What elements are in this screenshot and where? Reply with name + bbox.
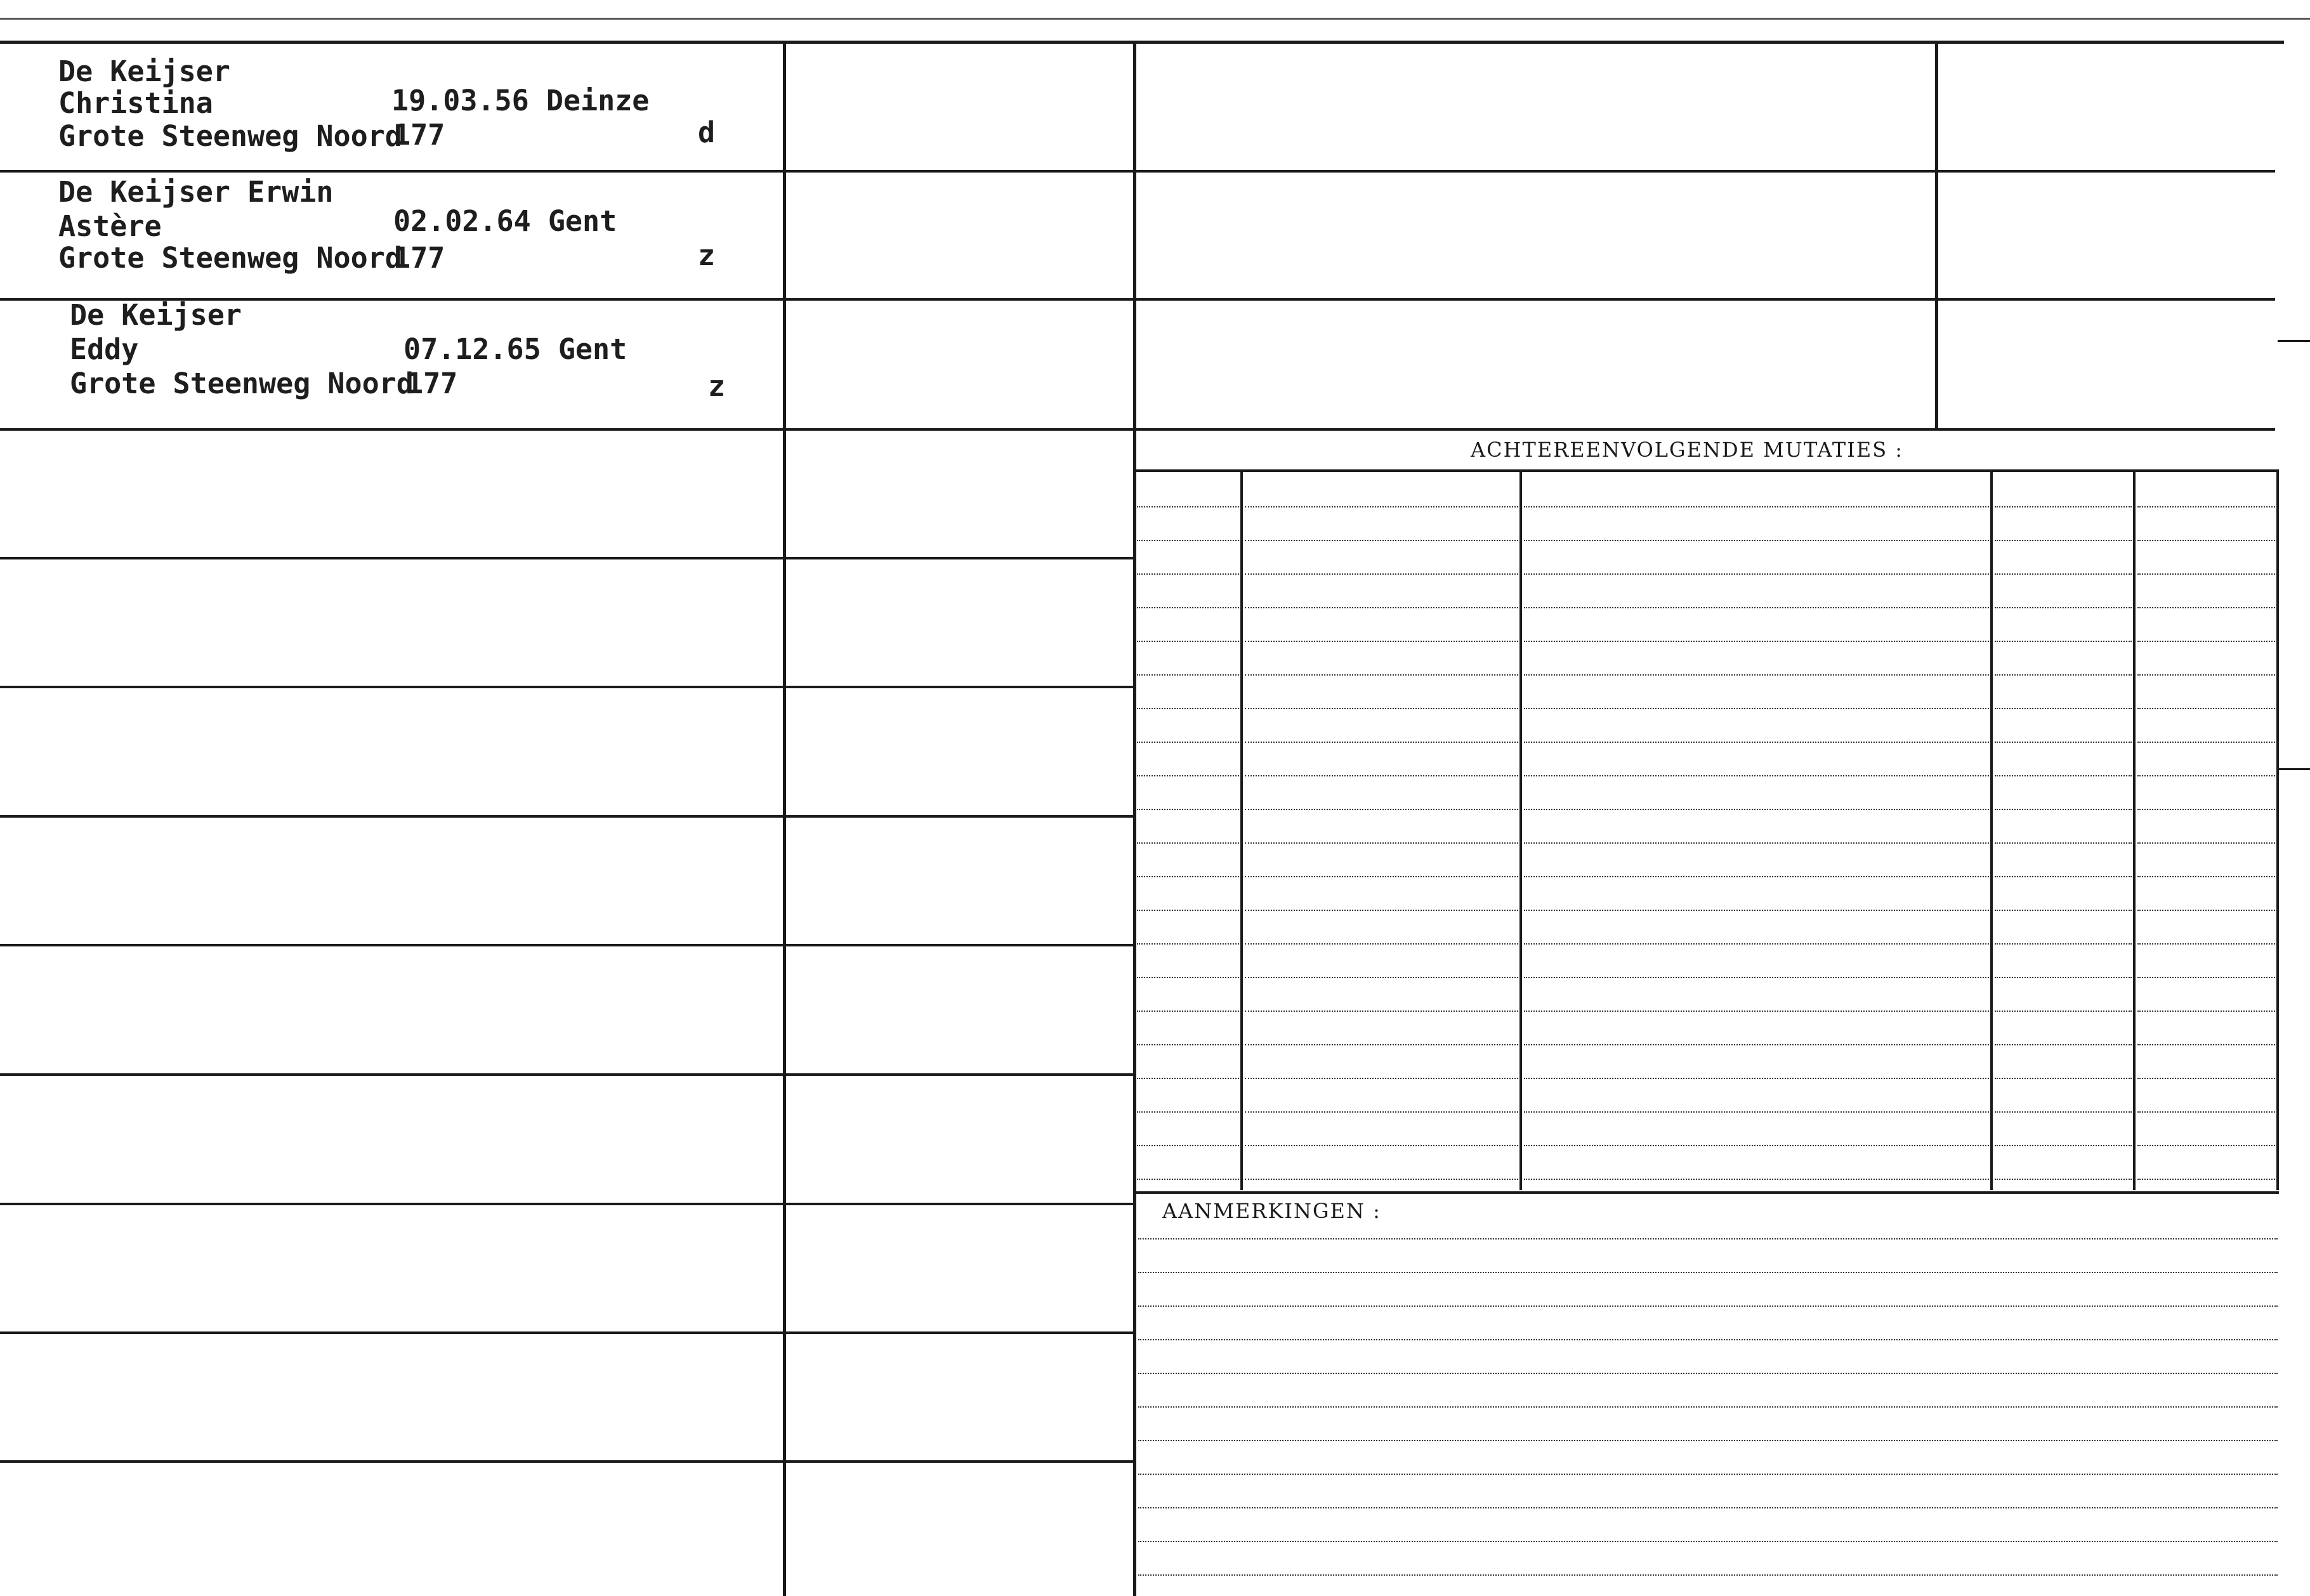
entry-surname: De Keijser xyxy=(58,55,230,88)
mutation-ruled-line xyxy=(1137,573,1239,575)
mutation-ruled-line xyxy=(1137,1078,1239,1079)
mutation-ruled-line xyxy=(1245,506,1518,507)
mutation-ruled-line xyxy=(1995,708,2132,709)
row-separator xyxy=(0,170,1133,173)
entry-given-name: Astère xyxy=(58,209,162,243)
mutation-ruled-line xyxy=(2137,1145,2275,1146)
top-rule xyxy=(0,41,2284,44)
mutation-ruled-line xyxy=(1524,540,1989,541)
remark-ruled-line xyxy=(1138,1474,2278,1475)
mutation-ruled-line xyxy=(1245,809,1518,810)
remarks-top-rule xyxy=(1133,1191,2279,1194)
mutation-ruled-line xyxy=(1137,641,1239,642)
mutation-ruled-line xyxy=(2137,1044,2275,1045)
mutation-ruled-line xyxy=(1137,1044,1239,1045)
entry-birth: 19.03.56 Deinze xyxy=(391,84,650,117)
entry-house-number: 177 xyxy=(406,367,458,400)
mutation-ruled-line xyxy=(1995,1044,2132,1045)
mutation-ruled-line xyxy=(1137,742,1239,743)
mutation-ruled-line xyxy=(1995,573,2132,575)
margin-tick xyxy=(2278,340,2310,342)
mutation-ruled-line xyxy=(1137,506,1239,507)
mutation-ruled-line xyxy=(1137,809,1239,810)
mutation-ruled-line xyxy=(1524,842,1989,844)
remark-ruled-line xyxy=(1138,1440,2278,1441)
mutation-ruled-line xyxy=(1995,1078,2132,1079)
mutations-column xyxy=(2133,472,2136,1190)
mutation-ruled-line xyxy=(2137,742,2275,743)
mutation-ruled-line xyxy=(1524,674,1989,676)
entry-street: Grote Steenweg Noord xyxy=(70,367,414,400)
mutation-ruled-line xyxy=(2137,506,2275,507)
mutation-ruled-line xyxy=(1245,977,1518,978)
entry-code: d xyxy=(698,115,716,149)
remark-ruled-line xyxy=(1138,1574,2278,1576)
entry-birth: 02.02.64 Gent xyxy=(393,204,617,238)
mutation-ruled-line xyxy=(1524,742,1989,743)
mutation-ruled-line xyxy=(1137,1111,1239,1113)
mutation-ruled-line xyxy=(1245,842,1518,844)
mutation-ruled-line xyxy=(1524,708,1989,709)
column-divider-2 xyxy=(1133,41,1136,1596)
mutation-ruled-line xyxy=(2137,540,2275,541)
mutation-ruled-line xyxy=(1995,910,2132,911)
mutation-ruled-line xyxy=(2137,1011,2275,1012)
remark-ruled-line xyxy=(1138,1238,2278,1240)
mutation-ruled-line xyxy=(2137,1111,2275,1113)
mutation-ruled-line xyxy=(1995,506,2132,507)
margin-tick xyxy=(2278,768,2310,770)
mutation-ruled-line xyxy=(1524,943,1989,945)
entry-given-name: Eddy xyxy=(70,332,139,366)
mutation-ruled-line xyxy=(2137,775,2275,776)
mutation-ruled-line xyxy=(2137,641,2275,642)
mutation-ruled-line xyxy=(1995,943,2132,945)
mutation-ruled-line xyxy=(2137,809,2275,810)
mutation-ruled-line xyxy=(1524,1179,1989,1180)
mutation-ruled-line xyxy=(2137,876,2275,877)
mutations-column xyxy=(1240,472,1243,1190)
entry-street: Grote Steenweg Noord xyxy=(58,119,402,153)
entry-house-number: 177 xyxy=(393,241,445,275)
mutation-ruled-line xyxy=(1137,708,1239,709)
mutation-ruled-line xyxy=(1245,1044,1518,1045)
remark-ruled-line xyxy=(1138,1305,2278,1307)
mutation-ruled-line xyxy=(1245,1179,1518,1180)
mutation-ruled-line xyxy=(1995,607,2132,608)
row-separator xyxy=(0,815,1133,818)
mutation-ruled-line xyxy=(1524,573,1989,575)
mutation-ruled-line xyxy=(1995,674,2132,676)
mutation-ruled-line xyxy=(1245,1011,1518,1012)
remark-ruled-line xyxy=(1138,1507,2278,1508)
mutation-ruled-line xyxy=(1245,674,1518,676)
mutations-column xyxy=(1990,472,1993,1190)
remark-ruled-line xyxy=(1138,1373,2278,1374)
mutation-ruled-line xyxy=(1245,540,1518,541)
column-divider-1 xyxy=(783,41,786,1596)
mutation-ruled-line xyxy=(2137,943,2275,945)
row-separator xyxy=(0,1203,1133,1205)
row-separator xyxy=(0,1073,1133,1076)
mutation-ruled-line xyxy=(2137,674,2275,676)
mutation-ruled-line xyxy=(1245,943,1518,945)
mutation-ruled-line xyxy=(1995,641,2132,642)
row-separator xyxy=(0,428,1133,431)
mutation-ruled-line xyxy=(1524,1111,1989,1113)
mutation-ruled-line xyxy=(2137,842,2275,844)
mutation-ruled-line xyxy=(1245,775,1518,776)
remark-ruled-line xyxy=(1138,1541,2278,1542)
mutation-ruled-line xyxy=(1524,1078,1989,1079)
remark-ruled-line xyxy=(1138,1339,2278,1340)
mutation-ruled-line xyxy=(1995,1179,2132,1180)
mutation-ruled-line xyxy=(1137,876,1239,877)
mutation-ruled-line xyxy=(1995,742,2132,743)
mutation-ruled-line xyxy=(1995,1111,2132,1113)
mutations-column xyxy=(2276,472,2279,1190)
mutation-ruled-line xyxy=(1137,674,1239,676)
mutation-ruled-line xyxy=(1524,775,1989,776)
mutation-ruled-line xyxy=(1524,1145,1989,1146)
right-row-separator xyxy=(1133,170,2275,173)
mutation-ruled-line xyxy=(2137,573,2275,575)
mutation-ruled-line xyxy=(1524,641,1989,642)
row-separator xyxy=(0,944,1133,946)
right-row-separator xyxy=(1133,298,2275,301)
remarks-title: AANMERKINGEN : xyxy=(1162,1199,1381,1223)
mutation-ruled-line xyxy=(2137,1078,2275,1079)
mutation-ruled-line xyxy=(1137,842,1239,844)
row-separator xyxy=(0,1331,1133,1334)
entry-birth: 07.12.65 Gent xyxy=(404,332,627,366)
mutation-ruled-line xyxy=(1995,1011,2132,1012)
mutation-ruled-line xyxy=(1245,876,1518,877)
mutation-ruled-line xyxy=(1995,1145,2132,1146)
mutation-ruled-line xyxy=(1137,977,1239,978)
row-separator xyxy=(0,686,1133,688)
remark-ruled-line xyxy=(1138,1406,2278,1408)
entry-street: Grote Steenweg Noord xyxy=(58,241,402,275)
mutation-ruled-line xyxy=(1137,775,1239,776)
mutation-ruled-line xyxy=(1137,1179,1239,1180)
mutation-ruled-line xyxy=(1245,1145,1518,1146)
mutation-ruled-line xyxy=(1995,977,2132,978)
mutation-ruled-line xyxy=(1524,977,1989,978)
mutation-ruled-line xyxy=(1137,607,1239,608)
entry-code: z xyxy=(708,369,726,403)
mutation-ruled-line xyxy=(1137,1011,1239,1012)
entry-given-name: Christina xyxy=(58,86,213,120)
mutation-ruled-line xyxy=(2137,910,2275,911)
right-row-separator xyxy=(1133,428,2275,431)
remark-ruled-line xyxy=(1138,1272,2278,1273)
column-divider-3 xyxy=(1935,41,1938,429)
row-separator xyxy=(0,557,1133,559)
mutations-column xyxy=(1519,472,1522,1190)
mutation-ruled-line xyxy=(2137,1179,2275,1180)
row-separator xyxy=(0,1460,1133,1463)
mutation-ruled-line xyxy=(1524,876,1989,877)
mutation-ruled-line xyxy=(1245,607,1518,608)
mutation-ruled-line xyxy=(1245,1078,1518,1079)
mutation-ruled-line xyxy=(2137,977,2275,978)
mutation-ruled-line xyxy=(1524,910,1989,911)
mutation-ruled-line xyxy=(1524,1011,1989,1012)
mutation-ruled-line xyxy=(1524,607,1989,608)
top-border xyxy=(0,18,2310,20)
mutation-ruled-line xyxy=(1245,742,1518,743)
mutation-ruled-line xyxy=(2137,708,2275,709)
mutation-ruled-line xyxy=(1137,540,1239,541)
mutation-ruled-line xyxy=(1245,573,1518,575)
mutations-title: ACHTEREENVOLGENDE MUTATIES : xyxy=(1471,438,1904,462)
mutation-ruled-line xyxy=(1995,842,2132,844)
mutation-ruled-line xyxy=(1245,641,1518,642)
mutation-ruled-line xyxy=(1245,910,1518,911)
mutation-ruled-line xyxy=(1995,540,2132,541)
mutation-ruled-line xyxy=(1245,1111,1518,1113)
mutation-ruled-line xyxy=(1245,708,1518,709)
mutation-ruled-line xyxy=(1995,809,2132,810)
entry-surname: De Keijser xyxy=(70,298,242,332)
mutation-ruled-line xyxy=(1995,775,2132,776)
mutation-ruled-line xyxy=(1137,1145,1239,1146)
mutation-ruled-line xyxy=(1137,943,1239,945)
mutation-ruled-line xyxy=(1524,506,1989,507)
entry-code: z xyxy=(698,239,716,272)
mutation-ruled-line xyxy=(1137,910,1239,911)
entry-house-number: 177 xyxy=(393,118,445,152)
mutation-ruled-line xyxy=(1524,809,1989,810)
mutation-ruled-line xyxy=(2137,607,2275,608)
mutations-header-rule xyxy=(1133,469,2279,472)
mutation-ruled-line xyxy=(1524,1044,1989,1045)
entry-surname: De Keijser Erwin xyxy=(58,175,334,209)
mutation-ruled-line xyxy=(1995,876,2132,877)
